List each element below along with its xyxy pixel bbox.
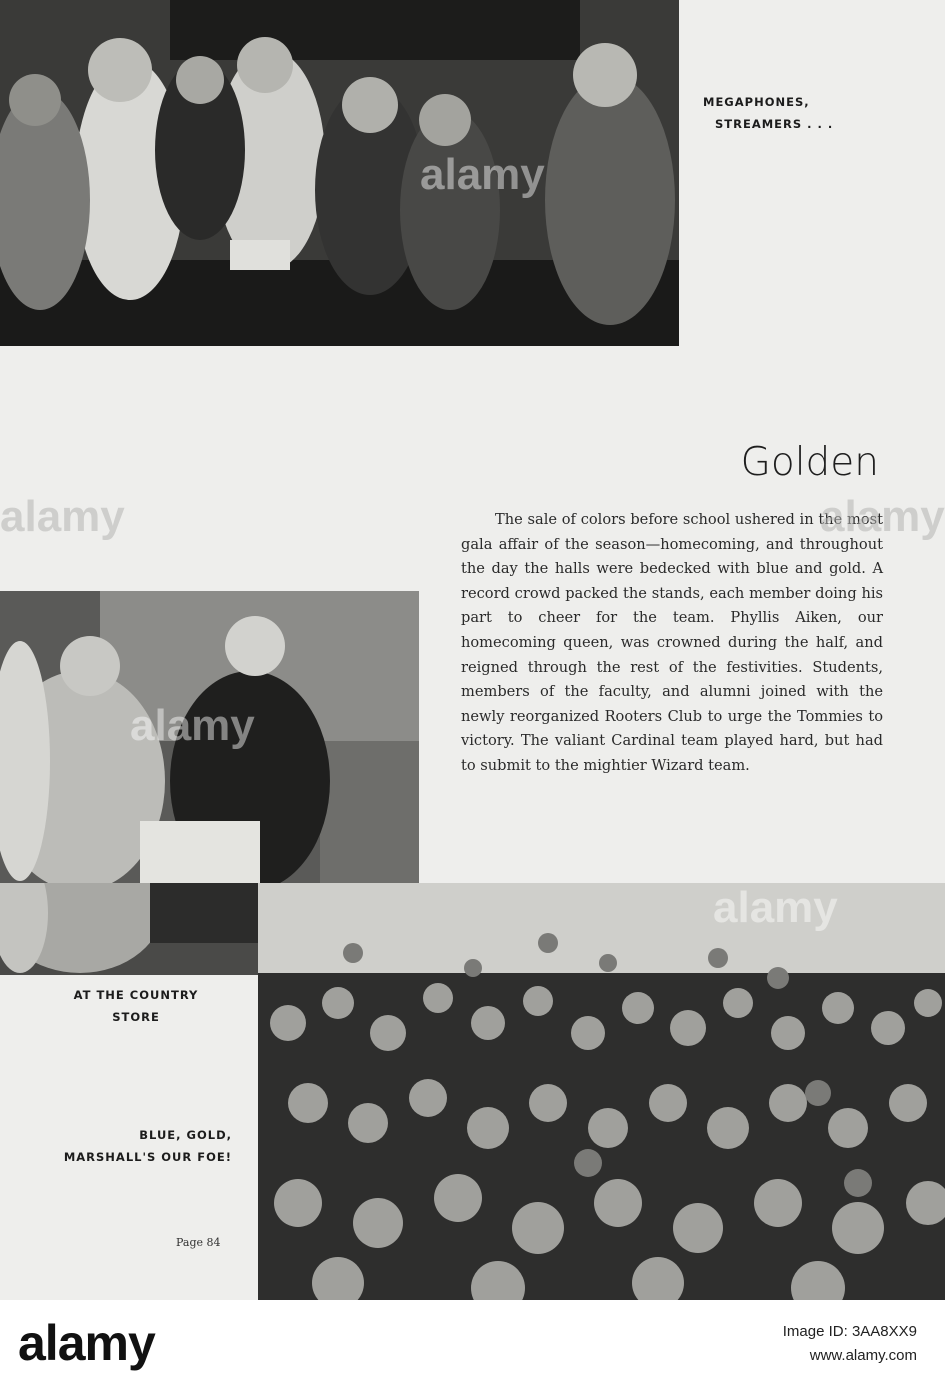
footer-image-info (783, 1320, 917, 1368)
watermark-text: alamy (0, 492, 125, 541)
caption-megaphones-line2: STREAMERS . . . (715, 117, 834, 131)
watermark-text: alamy (713, 883, 838, 932)
caption-megaphones (703, 91, 903, 135)
caption-country-store (0, 984, 272, 1028)
footer-site: www.alamy.com (809, 1347, 917, 1364)
photo-megaphones-streamers (0, 0, 679, 346)
caption-blue-gold (0, 1124, 232, 1168)
article-body: The sale of colors before school ushered in the most gala affair of the season—homecoming, and throughout the day the halls were bedecked with blue and gold. A record crowd packed the stands, each member doing his part to cheer for the team. Phyllis Aiken, our homecoming queen, was crowned during the half, and reigned through the rest of the festivities. Students, members of the faculty, and alumni joined with the newly reorganized Rooters Club to urge the Tommies to victory. The valiant Cardinal team played hard, but had to submit to the mightier Wizard team. (461, 511, 883, 774)
page-number: Page 84 (176, 1236, 221, 1249)
footer-bar (0, 1300, 945, 1390)
caption-store-line1: AT THE COUNTRY (73, 988, 199, 1002)
caption-megaphones-line1: MEGAPHONES, (703, 95, 810, 109)
caption-blue-line1: BLUE, GOLD, (139, 1128, 232, 1142)
photo-crowd-balloons (258, 883, 945, 1300)
footer-logo: alamy (18, 1315, 155, 1371)
article-heading: Golden (740, 440, 879, 485)
caption-blue-line2: MARSHALL'S OUR FOE! (63, 1150, 232, 1164)
photo-country-store-lower (0, 883, 258, 975)
caption-store-line2: STORE (112, 1010, 160, 1024)
watermark-text: alamy (420, 150, 545, 199)
watermark-text: alamy (820, 492, 945, 541)
watermark-text: alamy (130, 701, 255, 750)
photo-country-store (0, 591, 419, 883)
footer-image-id: Image ID: 3AA8XX9 (782, 1323, 917, 1340)
